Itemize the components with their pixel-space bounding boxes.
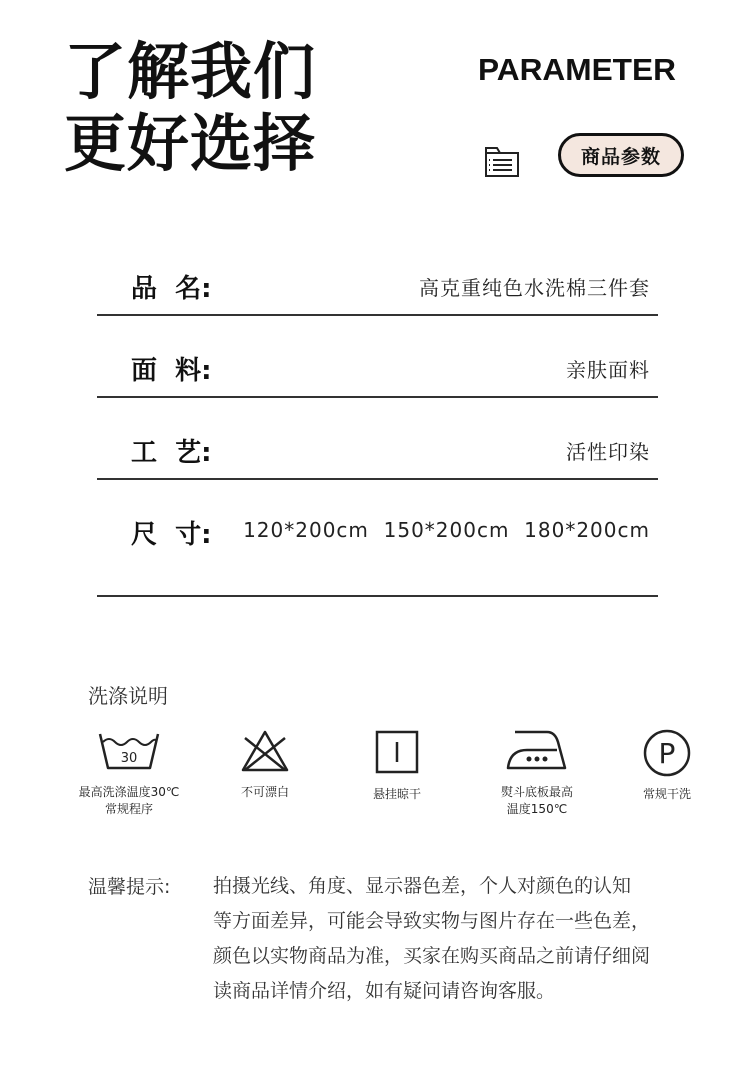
care-label-line: 常规程序 bbox=[104, 802, 153, 816]
care-item-dry-clean bbox=[602, 728, 732, 803]
spec-label: 面 料: bbox=[131, 356, 212, 386]
spec-label: 尺 寸: bbox=[131, 520, 212, 550]
dry-clean-p-icon bbox=[639, 728, 695, 778]
care-title: 洗涤说明 bbox=[88, 684, 168, 708]
tips-line: 等方面差异，可能会导致实物与图片存在一些色差， bbox=[213, 910, 651, 932]
dry-clean-badge: P bbox=[658, 737, 676, 770]
page-headline bbox=[64, 36, 316, 180]
spec-label: 工 艺: bbox=[131, 438, 212, 468]
care-item-wash bbox=[64, 728, 194, 818]
tips-line: 读商品详情介绍，如有疑问请咨询客服。 bbox=[213, 980, 556, 1002]
spec-label: 品 名: bbox=[131, 274, 212, 304]
care-item-no-bleach bbox=[200, 728, 330, 801]
wash-temp-badge: 30 bbox=[120, 751, 138, 766]
iron-icon bbox=[505, 728, 569, 772]
spec-row-name bbox=[97, 268, 658, 316]
brand-wordmark: PARAMETER bbox=[478, 52, 676, 87]
spec-value: 高克重纯色水洗棉三件套 bbox=[419, 276, 650, 300]
product-params-tag: 商品参数 bbox=[558, 133, 684, 177]
tips-label: 温馨提示: bbox=[88, 876, 171, 898]
wash-30-icon bbox=[97, 728, 161, 772]
care-item-iron bbox=[472, 728, 602, 818]
spec-row-size bbox=[97, 514, 658, 597]
care-label-line: 熨斗底板最高 bbox=[500, 785, 573, 799]
spec-value: 亲肤面料 bbox=[566, 358, 650, 382]
spec-value: 活性印染 bbox=[566, 440, 650, 464]
no-bleach-icon bbox=[239, 728, 291, 772]
care-item-hang-dry bbox=[332, 728, 462, 803]
tips-body bbox=[213, 869, 673, 1009]
care-label-line: 最高洗涤温度30℃ bbox=[78, 785, 180, 799]
spec-value: 120*200cm 150*200cm 180*200cm bbox=[243, 518, 650, 542]
hang-dry-icon bbox=[373, 728, 421, 774]
care-label-line: 常规干洗 bbox=[642, 787, 691, 801]
headline-line-2: 更好选择 bbox=[64, 107, 317, 180]
care-label-line: 悬挂晾干 bbox=[372, 787, 421, 801]
care-label-line: 温度150℃ bbox=[506, 802, 568, 816]
tips-line: 颜色以实物商品为准，买家在购买商品之前请仔细阅 bbox=[213, 945, 651, 967]
care-label-line: 不可漂白 bbox=[240, 785, 289, 799]
tips-line: 拍摄光线、角度、显示器色差，个人对颜色的认知 bbox=[213, 875, 632, 897]
spec-row-fabric bbox=[97, 350, 658, 398]
spec-row-process bbox=[97, 432, 658, 480]
folder-icon bbox=[484, 145, 520, 179]
headline-line-1: 了解我们 bbox=[64, 35, 317, 108]
